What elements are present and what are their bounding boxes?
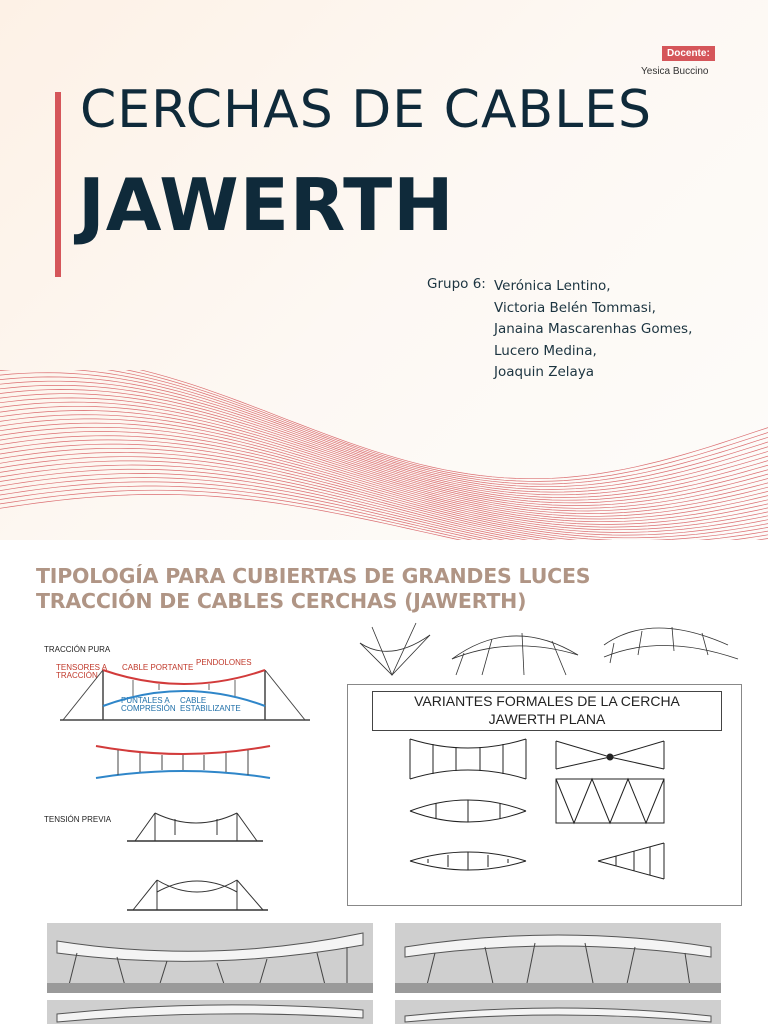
stadium-photo [47, 923, 373, 993]
wave-line [0, 385, 768, 497]
heading-line1: TIPOLOGÍA PARA CUBIERTAS DE GRANDES LUCES [36, 564, 591, 588]
tension-previa-diagram-1 [125, 805, 265, 853]
label-tension-previa: TENSIÓN PREVIA [44, 815, 112, 824]
decorative-waves [0, 370, 768, 540]
docente-badge: Docente: [662, 46, 715, 61]
variants-diagrams [348, 733, 741, 903]
slide-heading [36, 564, 590, 614]
tension-previa-diagram-2 [125, 870, 270, 918]
label-traccion-pura: TRACCIÓN PURA [44, 645, 111, 654]
variants-box [347, 684, 742, 906]
variants-title-line2: JAWERTH PLANA [488, 711, 606, 727]
wave-line [0, 370, 768, 479]
title-line2: JAWERTH [78, 163, 455, 247]
label-puntales: PUNTALES A COMPRESIÓN [121, 696, 176, 713]
traccion-pura-diagram [55, 658, 315, 726]
wave-line [0, 423, 768, 522]
truss-3d-sketches [352, 615, 742, 680]
member-name: Janaina Mascarenhas Gomes, [494, 321, 693, 337]
wave-line [0, 419, 768, 519]
member-name: Verónica Lentino, [494, 278, 611, 294]
variants-title-line1: VARIANTES FORMALES DE LA CERCHA [414, 693, 680, 709]
title-line1: CERCHAS DE CABLES [80, 80, 653, 140]
accent-bar [55, 92, 61, 277]
cable-truss-diagram [88, 738, 278, 788]
wave-line [0, 469, 768, 540]
stadium-photo [395, 923, 721, 993]
typology-slide [0, 540, 768, 1024]
wave-line [0, 440, 768, 533]
wave-line [0, 494, 768, 540]
member-name: Victoria Belén Tommasi, [494, 299, 656, 316]
heading-line2: TRACCIÓN DE CABLES CERCHAS (JAWERTH) [36, 589, 527, 613]
label-pendolones: PENDOLONES [196, 658, 252, 667]
wave-line [0, 370, 768, 487]
stadium-photo [47, 1000, 373, 1024]
label-cable-estabilizante: CABLE ESTABILIZANTE [180, 696, 241, 713]
docente-name: Yesica Buccino [641, 66, 709, 77]
group-members [494, 276, 692, 384]
member-name: Joaquin Zelaya [494, 364, 595, 380]
label-cable-portante: CABLE PORTANTE [122, 663, 194, 672]
stadium-photo [395, 1000, 721, 1024]
label-tensores: TENSORES A TRACCIÓN [56, 663, 107, 680]
variants-title [372, 691, 722, 731]
wave-line [0, 402, 768, 508]
member-name: Lucero Medina, [494, 342, 597, 359]
group-label: Grupo 6: [427, 276, 486, 292]
